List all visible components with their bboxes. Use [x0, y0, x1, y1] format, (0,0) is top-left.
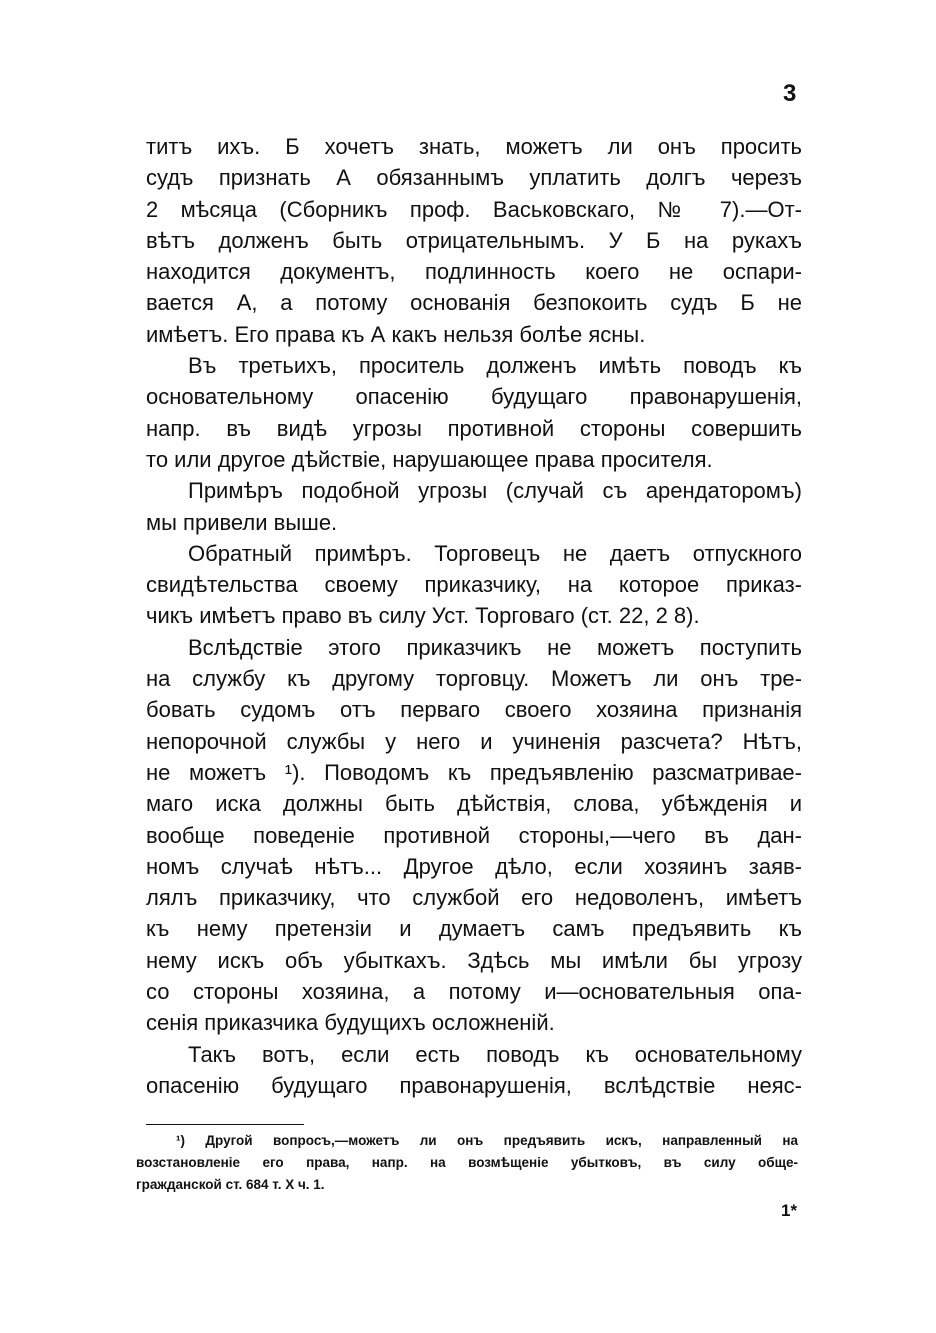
page-number: 3 [783, 80, 797, 107]
text-line: чикъ имѣетъ право въ силу Уст. Торговаго (ст. 22, 2 8). [146, 603, 700, 629]
text-line: находится документъ, подлинность коего не оспари- [146, 259, 802, 285]
footnote-line: ¹) Другой вопросъ,—можетъ ли онъ предъявить искъ, направленный на [176, 1133, 798, 1148]
printer-signature-mark: 1* [781, 1201, 798, 1220]
text-line: нему искъ объ убыткахъ. Здѣсь мы имѣли бы угрозу [146, 947, 802, 973]
text-line: напр. въ видѣ угрозы противной стороны совершить [146, 415, 802, 441]
text-line: 2 мѣсяца (Сборникъ проф. Васьковскаго, № 7).—От- [146, 196, 802, 222]
text-line: то или другое дѣйствіе, нарушающее права просителя. [146, 446, 713, 472]
footnote-line: возстановленіе его права, напр. на возмѣщеніе убытковъ, въ силу обще- [136, 1155, 798, 1170]
text-line: Такъ вотъ, если есть поводъ къ основательному [188, 1041, 802, 1067]
text-line: титъ ихъ. Б хочетъ знать, можетъ ли онъ просить [146, 134, 802, 159]
text-line: со стороны хозяина, а потому и—основательныя опа- [146, 979, 802, 1005]
text-line: сенія приказчика будущихъ осложненій. [146, 1010, 555, 1036]
text-line: лялъ приказчику, что службой его недоволенъ, имѣетъ [146, 885, 802, 911]
text-line: вается А, а потому основанія безпокоить судъ Б не [146, 290, 802, 316]
text-line: судъ признать А обязаннымъ уплатить долгъ черезъ [146, 165, 802, 191]
text-line: Обратный примѣръ. Торговецъ не даетъ отпускного [188, 540, 802, 566]
footnote-divider [146, 1124, 304, 1125]
text-line: основательному опасенію будущаго правонарушенія, [146, 384, 802, 410]
text-line: бовать судомъ отъ перваго своего хозяина признанія [146, 697, 802, 723]
text-line: не можетъ ¹). Поводомъ къ предъявленію разсматривае- [146, 759, 802, 785]
text-line: свидѣтельства своему приказчику, на которое приказ- [146, 572, 802, 598]
footnote-line: гражданской ст. 684 т. X ч. 1. [136, 1177, 325, 1192]
text-line: номъ случаѣ нѣтъ... Другое дѣло, если хозяинъ заяв- [146, 853, 802, 879]
text-line: маго иска должны быть дѣйствія, слова, убѣжденія и [146, 791, 802, 817]
text-line: непорочной службы у него и учиненія разсчета? Нѣтъ, [146, 728, 802, 754]
text-line: имѣетъ. Его права къ А какъ нельзя болѣе ясны. [146, 321, 646, 347]
text-line: Въ третьихъ, проситель долженъ имѣть поводъ къ [188, 353, 802, 379]
text-line: вообще поведеніе противной стороны,—чего въ дан- [146, 822, 802, 848]
text-line: мы привели выше. [146, 509, 338, 535]
text-line: Примѣръ подобной угрозы (случай съ арендаторомъ) [188, 478, 802, 504]
text-line: на службу къ другому торговцу. Можетъ ли онъ тре- [146, 666, 802, 692]
body-text [146, 131, 802, 1101]
text-line: къ нему претензіи и думаетъ самъ предъявить къ [146, 916, 802, 942]
footnote [136, 1130, 798, 1196]
text-line: вѣтъ долженъ быть отрицательнымъ. У Б на рукахъ [146, 227, 802, 253]
text-line: опасенію будущаго правонарушенія, вслѣдствіе неяс- [146, 1072, 802, 1098]
text-line: Вслѣдствіе этого приказчикъ не можетъ поступить [188, 634, 802, 660]
